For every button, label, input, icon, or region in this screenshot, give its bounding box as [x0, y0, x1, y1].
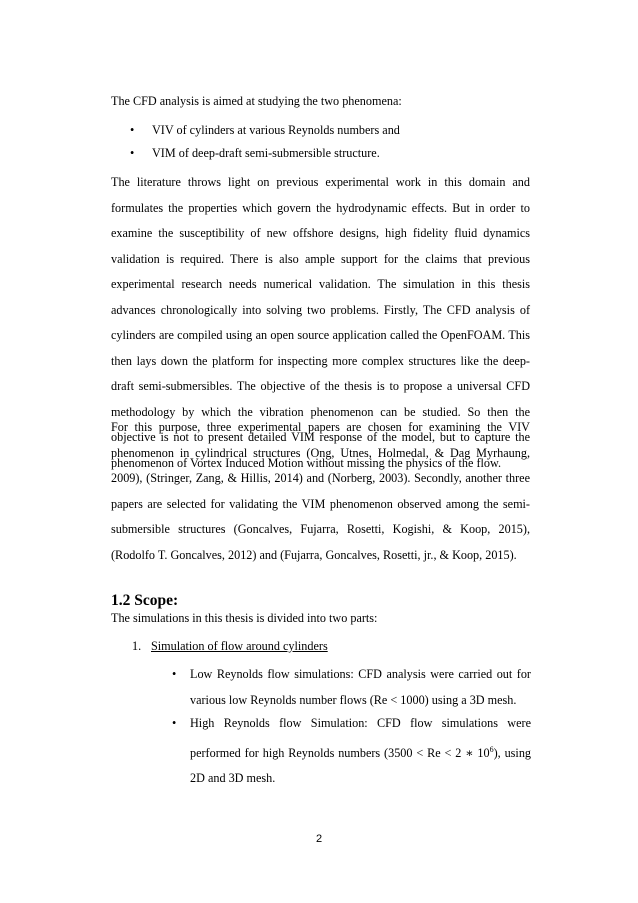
sub-list-low-reynolds [170, 662, 531, 713]
sub-list-high-reynolds [170, 711, 531, 792]
text-line: methodology by which the vibration phenomenon can be studied. So then the [111, 404, 530, 419]
text-line: various low Reynolds number flows (Re < 1000) using a 3D mesh. [190, 692, 517, 707]
text-line: experimental research needs numerical validation. The simulation in this thesis [111, 277, 530, 291]
text-line: advances chronologically into solving two problems. Firstly, The CFD analysis of [111, 302, 530, 317]
text-line: papers are selected for validating the VIM phenomenon observed among the semi- [111, 496, 530, 511]
text-line: objective is not to present detailed VIM response of the model, but to capture the [111, 430, 530, 444]
text-line: The literature throws light on previous experimental work in this domain and [111, 175, 530, 189]
text-line: • Low Reynolds flow simulations: CFD analysis were carried out for [190, 667, 531, 681]
list-item: • VIV of cylinders at various Reynolds numbers and [128, 121, 400, 144]
text-line: formulates the properties which govern the hydrodynamic effects. But in order to [111, 200, 530, 215]
phenomena-list [128, 121, 400, 167]
text-line: cylinders are compiled using an open source application called the OpenFOAM. This [111, 328, 530, 342]
text-line: examine the susceptibility of new offshore designs, high fidelity fluid dynamics [111, 226, 530, 240]
intro-sentence: The CFD analysis is aimed at studying the two phenomena: [111, 94, 402, 108]
list-item: • VIM of deep-draft semi-submersible structure. [128, 144, 400, 167]
page-number: 2 [315, 833, 323, 845]
text-line: phenomenon in cylindrical structures (Ong, Utnes, Holmedal, & Dag Myrhaung, [111, 445, 530, 460]
list-item [170, 711, 531, 792]
text-line: then lays down the platform for inspecting more complex structures like the deep- [111, 353, 530, 368]
formula-text: performed for high Reynolds numbers (3500 < Re < 2 ∗ 10 [190, 745, 490, 760]
text-line: (Rodolfo T. Goncalves, 2012) and (Fujarra, Goncalves, Rosetti, jr., & Koop, 2015). [111, 547, 517, 562]
text-line: For this purpose, three experimental papers are chosen for examining the VIV [111, 420, 530, 434]
text-line: submersible structures (Goncalves, Fujarra, Rosetti, Kogishi, & Koop, 2015), [111, 522, 530, 536]
formula-tail: ), using [493, 745, 532, 760]
numbered-item [132, 637, 328, 655]
text-line [190, 737, 531, 767]
list-item [170, 662, 531, 713]
exponent: 6 [489, 744, 494, 754]
purpose-paragraph [111, 415, 530, 568]
text-line: draft semi-submersibles. The objective of the thesis is to propose a universal CFD [111, 379, 530, 393]
text-line: validation is required. There is also ample support for the claims that previous [111, 251, 530, 266]
item-title: Simulation of flow around cylinders [151, 639, 328, 653]
text-line: 2D and 3D mesh. [190, 771, 276, 786]
scope-intro: The simulations in this thesis is divided into two parts: [111, 611, 378, 625]
text-line: • High Reynolds flow Simulation: CFD flow simulations were [190, 716, 531, 730]
text-line: phenomenon of Vortex Induced Motion without missing the physics of the flow. [111, 455, 502, 470]
item-number: 1. [132, 639, 142, 653]
section-heading: 1.2 Scope: [111, 592, 179, 609]
text-line: 2009), (Stringer, Zang, & Hillis, 2014) and (Norberg, 2003). Secondly, another three [111, 471, 530, 485]
